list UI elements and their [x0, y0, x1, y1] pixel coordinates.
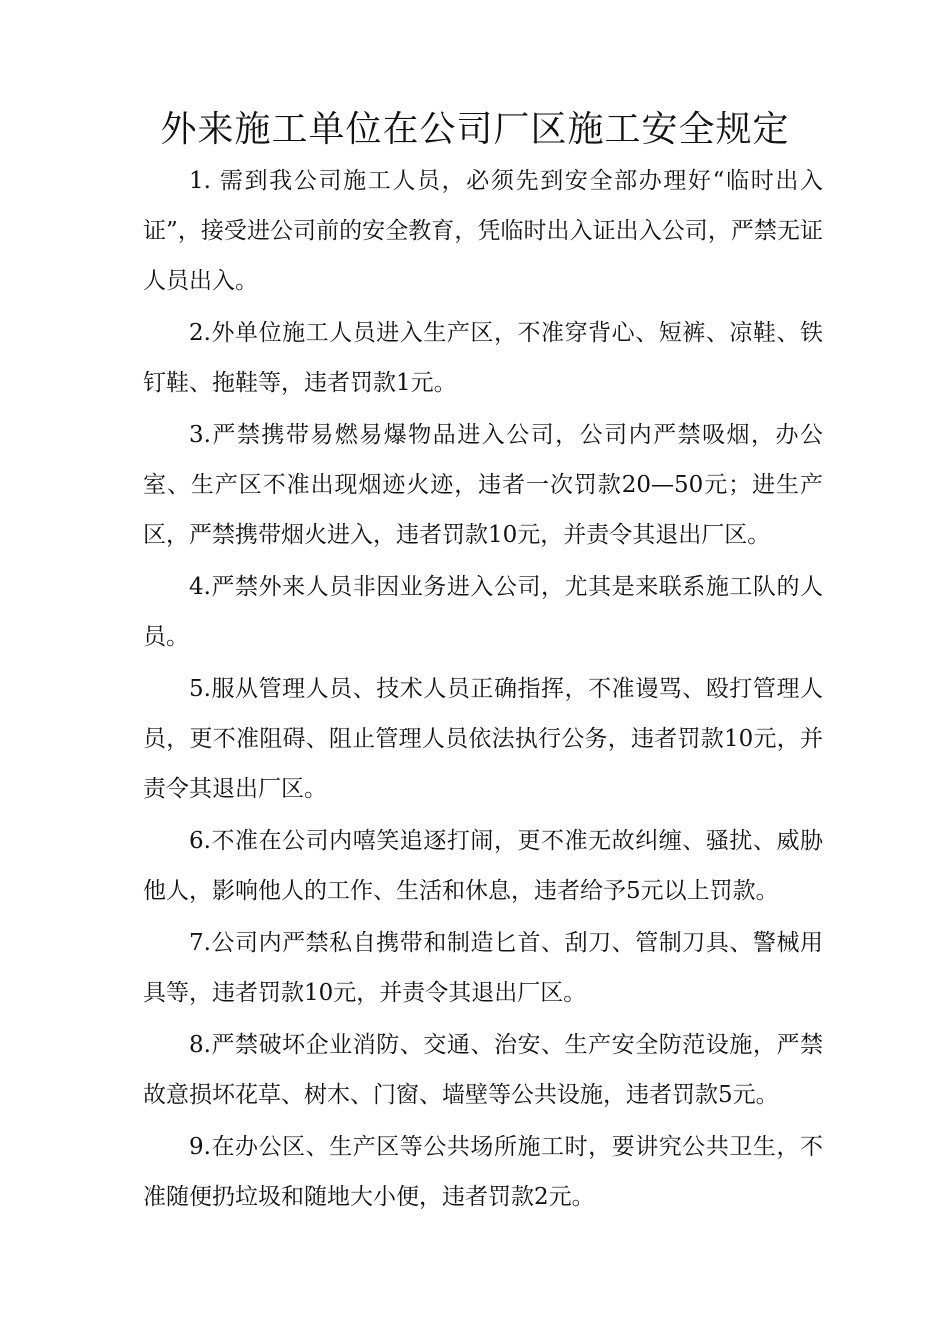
rule-item-4: 4.严禁外来人员非因业务进入公司，尤其是来联系施工队的人员。: [143, 574, 823, 650]
rule-item-1: 1. 需到我公司施工人员，必须先到安全部办理好“临时出入证”，接受进公司前的安全教育，凭临时出入证出入公司，严禁无证人员出入。: [143, 168, 823, 294]
rule-item-9: 9.在办公区、生产区等公共场所施工时，要讲究公共卫生，不准随便扔垃圾和随地大小便，违者罚款2元。: [143, 1134, 823, 1210]
rule-item-3: 3.严禁携带易燃易爆物品进入公司，公司内严禁吸烟，办公室、生产区不准出现烟迹火迹，违者一次罚款20—50元；进生产区，严禁携带烟火进入，违者罚款10元，并责令其退出厂区。: [143, 422, 823, 548]
rule-item-5: 5.服从管理人员、技术人员正确指挥，不准谩骂、殴打管理人员，更不准阻碍、阻止管理人员依法执行公务，违者罚款10元，并责令其退出厂区。: [143, 676, 823, 802]
rule-item-6: 6.不准在公司内嘻笑追逐打闹，更不准无故纠缠、骚扰、威胁他人，影响他人的工作、生活和休息，违者给予5元以上罚款。: [143, 828, 823, 904]
rules-list: [143, 156, 823, 1224]
rule-item-8: 8.严禁破坏企业消防、交通、治安、生产安全防范设施，严禁故意损坏花草、树木、门窗、墙壁等公共设施，违者罚款5元。: [143, 1032, 823, 1108]
rule-item-7: 7.公司内严禁私自携带和制造匕首、刮刀、管制刀具、警械用具等，违者罚款10元，并责令其退出厂区。: [143, 930, 823, 1006]
document-title: 外来施工单位在公司厂区施工安全规定: [160, 109, 790, 150]
rule-item-2: 2.外单位施工人员进入生产区，不准穿背心、短裤、凉鞋、铁钉鞋、拖鞋等，违者罚款1元。: [143, 320, 823, 396]
